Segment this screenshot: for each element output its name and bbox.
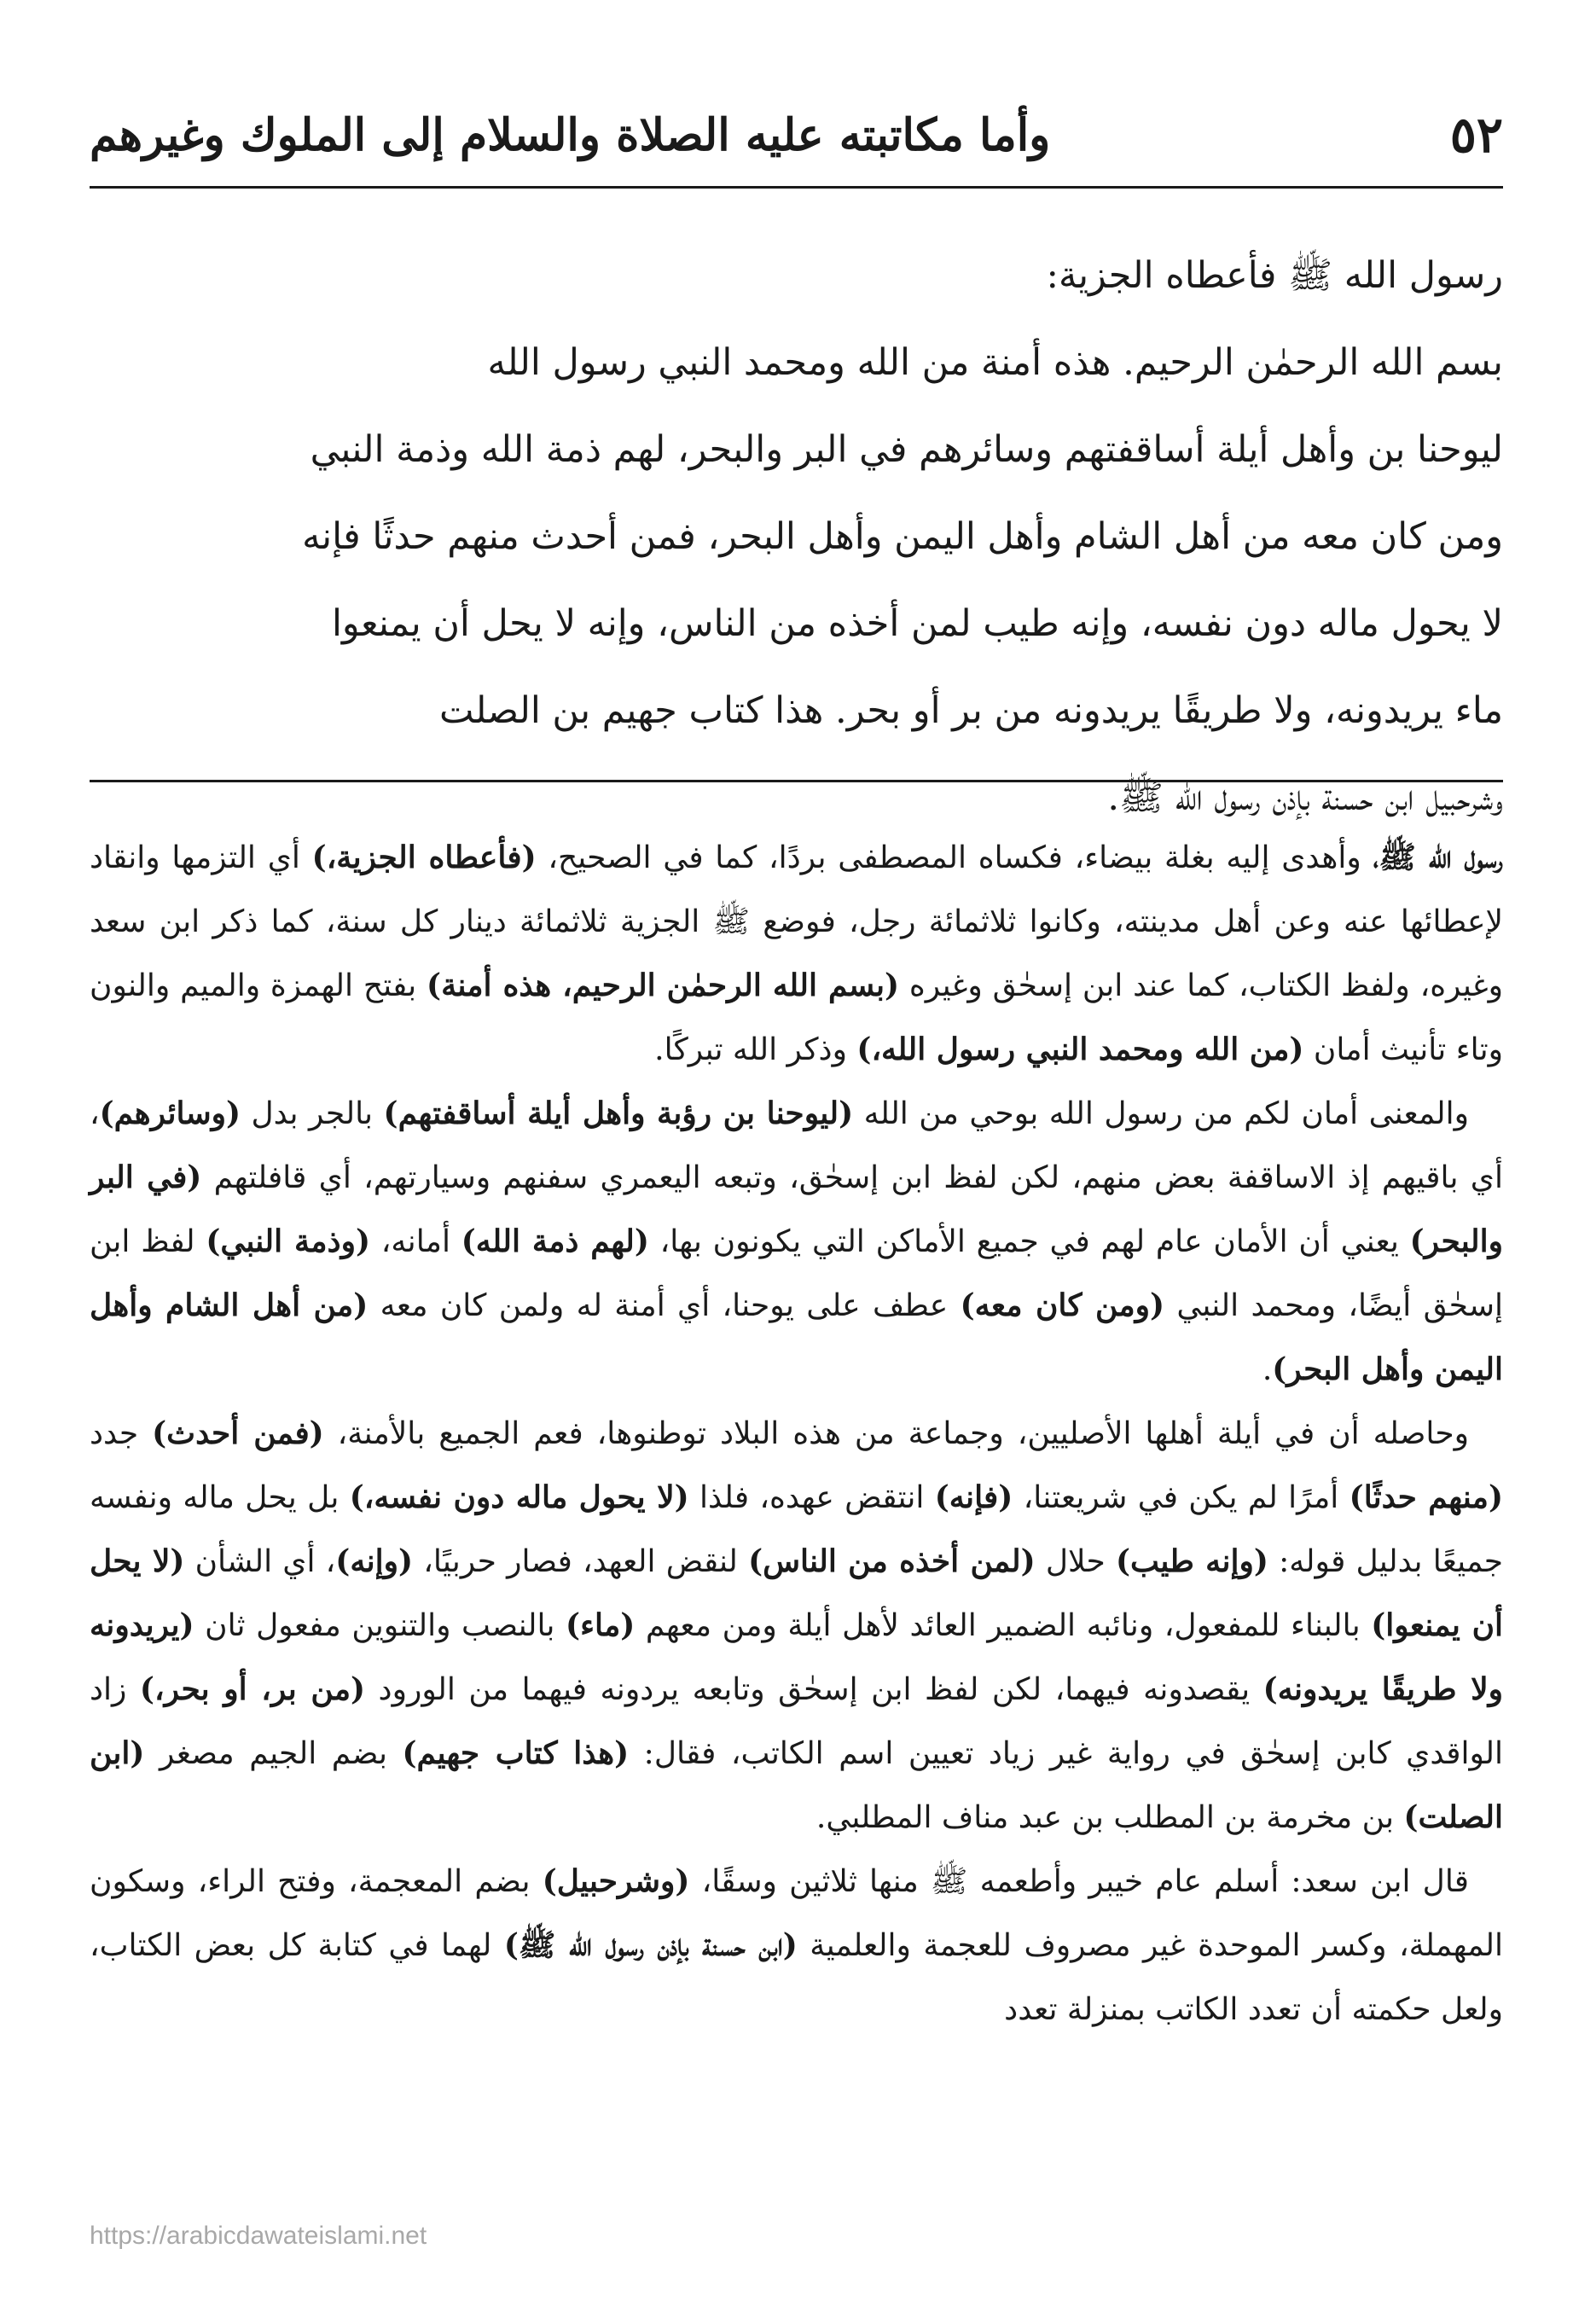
quoted-phrase: (لهم ذمة الله) [461, 1223, 649, 1259]
commentary-text: ، أي باقيهم إذ الاساقفة بعض منهم، لكن لفظ ابن إسحٰق، وتبعه اليعمري سفنهم وسيارتهم، أي قافلتهم [90, 1096, 1503, 1195]
commentary-text: وحاصله أن في أيلة أهلها الأصليين، وجماعة من هذه البلاد توطنوها، فعم الجميع بالأمنة، [323, 1416, 1469, 1451]
quoted-phrase: (هذا كتاب جهيم) [402, 1735, 630, 1771]
main-text-line: بسم الله الرحمٰن الرحيم. هذه أمنة من الله ومحمد النبي رسول الله [487, 341, 1503, 384]
commentary-paragraph [90, 826, 1503, 1082]
commentary-text: وذكر الله تبركًا. [654, 1032, 857, 1067]
commentary-text: بفتح الهمزة والميم والنون وتاء تأنيث أمان [90, 968, 1503, 1067]
quoted-phrase: (لا يحول ماله دون نفسه،) [349, 1479, 689, 1515]
page-number: ٥٢ [1449, 106, 1503, 164]
commentary-text: زاد الواقدي كابن إسحٰق في رواية غير زياد تعيين اسم الكاتب، فقال: [90, 1672, 1504, 1771]
quoted-phrase: (وشرحبيل) [542, 1863, 690, 1899]
quoted-phrase: رسول الله ﷺ، [1373, 840, 1504, 875]
main-text-intro: رسول الله ﷺ فأعطاه الجزية: [1046, 254, 1503, 297]
quoted-phrase: (ابن الصلت) [90, 1735, 1503, 1835]
commentary-paragraph [90, 1082, 1503, 1402]
commentary-text: لهما في كتابة كل بعض الكتاب، ولعل حكمته أن تعدد الكاتب بمنزلة تعدد [90, 1928, 1503, 2027]
quoted-phrase: (وإنه) [335, 1543, 414, 1579]
main-text-line: لا يحول ماله دون نفسه، وإنه طيب لمن أخذه من الناس، وإنه لا يحل أن يمنعوا [331, 602, 1503, 645]
commentary-text: بضم الجيم مصغر [144, 1736, 403, 1771]
main-text-line: ليوحنا بن وأهل أيلة أساقفتهم وسائرهم في البر والبحر، لهم ذمة الله وذمة النبي [310, 428, 1503, 471]
main-text-line: وشرحبيل ابن حسنة بإذن رسول الله ﷺ. [1107, 776, 1503, 819]
quoted-phrase: (من الله ومحمد النبي رسول الله،) [856, 1031, 1304, 1067]
commentary-text: يعني أن الأمان عام لهم في جميع الأماكن التي يكونون بها، [648, 1224, 1410, 1259]
main-text [90, 232, 1503, 819]
commentary-text: لنقض العهد، فصار حربيًا، [413, 1544, 749, 1579]
main-text-line: ومن كان معه من أهل الشام وأهل اليمن وأهل البحر، فمن أحدث منهم حدثًا فإنه [302, 515, 1503, 558]
quoted-phrase: (ليوحنا بن رؤبة وأهل أيلة أساقفتهم) [383, 1095, 854, 1131]
commentary-text: . [1262, 1352, 1273, 1387]
quoted-phrase: (بسم الله الرحمٰن الرحيم، هذه أمنة) [427, 967, 900, 1003]
commentary-text: بالنصب والتنوين مفعول ثان [194, 1608, 566, 1643]
header-divider [90, 186, 1503, 189]
quoted-phrase: (ابن حسنة بإذن رسول الله ﷺ) [503, 1927, 798, 1963]
quoted-phrase: (وإنه طيب) [1115, 1543, 1268, 1579]
commentary-paragraph [90, 1402, 1503, 1850]
quoted-phrase: (وسائرهم) [99, 1095, 241, 1131]
commentary-text: جدد [90, 1416, 153, 1451]
quoted-phrase: (فمن أحدث) [152, 1415, 324, 1451]
commentary-text: أي التزمها وانقاد لإعطائها عنه وعن أهل مدينته، وكانوا ثلاثمائة رجل، فوضع ﷺ الجزية ثلاثمائة دينار كل سنة، كما ذكر ابن سعد وغيره، ولفظ الكتاب، كما عند ابن إسحٰق وغيره [90, 840, 1503, 1003]
commentary-text: بن مخرمة بن المطلب بن عبد مناف المطلبي. [816, 1800, 1404, 1835]
commentary-text: والمعنى أمان لكم من رسول الله بوحي من الله [853, 1096, 1470, 1131]
quoted-phrase: (لمن أخذه من الناس) [748, 1543, 1036, 1579]
quoted-phrase: (من أهل الشام وأهل اليمن وأهل البحر) [90, 1287, 1503, 1387]
quoted-phrase: (ومن كان معه) [960, 1287, 1165, 1323]
commentary-text: بالجر بدل [241, 1096, 384, 1131]
commentary-text: ، أي الشأن [184, 1544, 336, 1579]
commentary-text: لفظ ابن إسحٰق أيضًا، ومحمد النبي [90, 1224, 1503, 1323]
running-title: وأما مكاتبته عليه الصلاة والسلام إلى الملوك وغيرهم [90, 108, 1051, 161]
quoted-phrase: (في البر والبحر) [90, 1159, 1503, 1259]
quoted-phrase: (لا يحل أن يمنعوا) [90, 1543, 1504, 1643]
commentary-text: حلال [1035, 1544, 1116, 1579]
commentary-text: قال ابن سعد: أسلم عام خيبر وأطعمه ﷺ منها ثلاثين وسقًا، [689, 1864, 1470, 1899]
quoted-phrase: (ماء) [566, 1607, 636, 1643]
commentary-text: أمرًا لم يكن في شريعتنا، [1013, 1480, 1350, 1515]
watermark-url: https://arabicdawateislami.net [90, 2222, 427, 2250]
quoted-phrase: (منهم حدثًا) [1349, 1479, 1503, 1515]
quoted-phrase: (يريدونه ولا طريقًا يريدونه) [90, 1607, 1503, 1707]
quoted-phrase: (وذمة النبي) [206, 1223, 370, 1259]
quoted-phrase: (من بر، أو بحر،) [139, 1671, 366, 1707]
commentary-text: بالبناء للمفعول، ونائبه الضمير العائد لأهل أيلة ومن معهم [635, 1608, 1372, 1643]
commentary-text: عطف على يوحنا، أي أمنة له ولمن كان معه [368, 1288, 961, 1323]
commentary-paragraph [90, 1850, 1503, 2042]
quoted-phrase: (فإنه) [934, 1479, 1013, 1515]
commentary-text: بل يحل ماله ونفسه جميعًا بدليل قوله: [90, 1480, 1504, 1579]
page-header [90, 101, 1503, 169]
commentary-text: انتقض عهده، فلذا [688, 1480, 935, 1515]
commentary-text: أمانه، [369, 1224, 461, 1259]
commentary-text: وأهدى إليه بغلة بيضاء، فكساه المصطفى بردًا، كما في الصحيح، [536, 840, 1373, 875]
commentary-text: بضم المعجمة، وفتح الراء، وسكون المهملة، وكسر الموحدة غير مصروف للعجمة والعلمية [90, 1864, 1503, 1963]
quoted-phrase: (فأعطاه الجزية،) [311, 840, 537, 875]
commentary [90, 826, 1503, 2268]
commentary-divider [90, 780, 1503, 782]
main-text-line: ماء يريدونه، ولا طريقًا يريدونه من بر أو بحر. هذا كتاب جهيم بن الصلت [438, 689, 1503, 732]
commentary-text: يقصدونه فيهما، لكن لفظ ابن إسحٰق وتابعه يردونه فيهما من الورود [365, 1672, 1263, 1707]
